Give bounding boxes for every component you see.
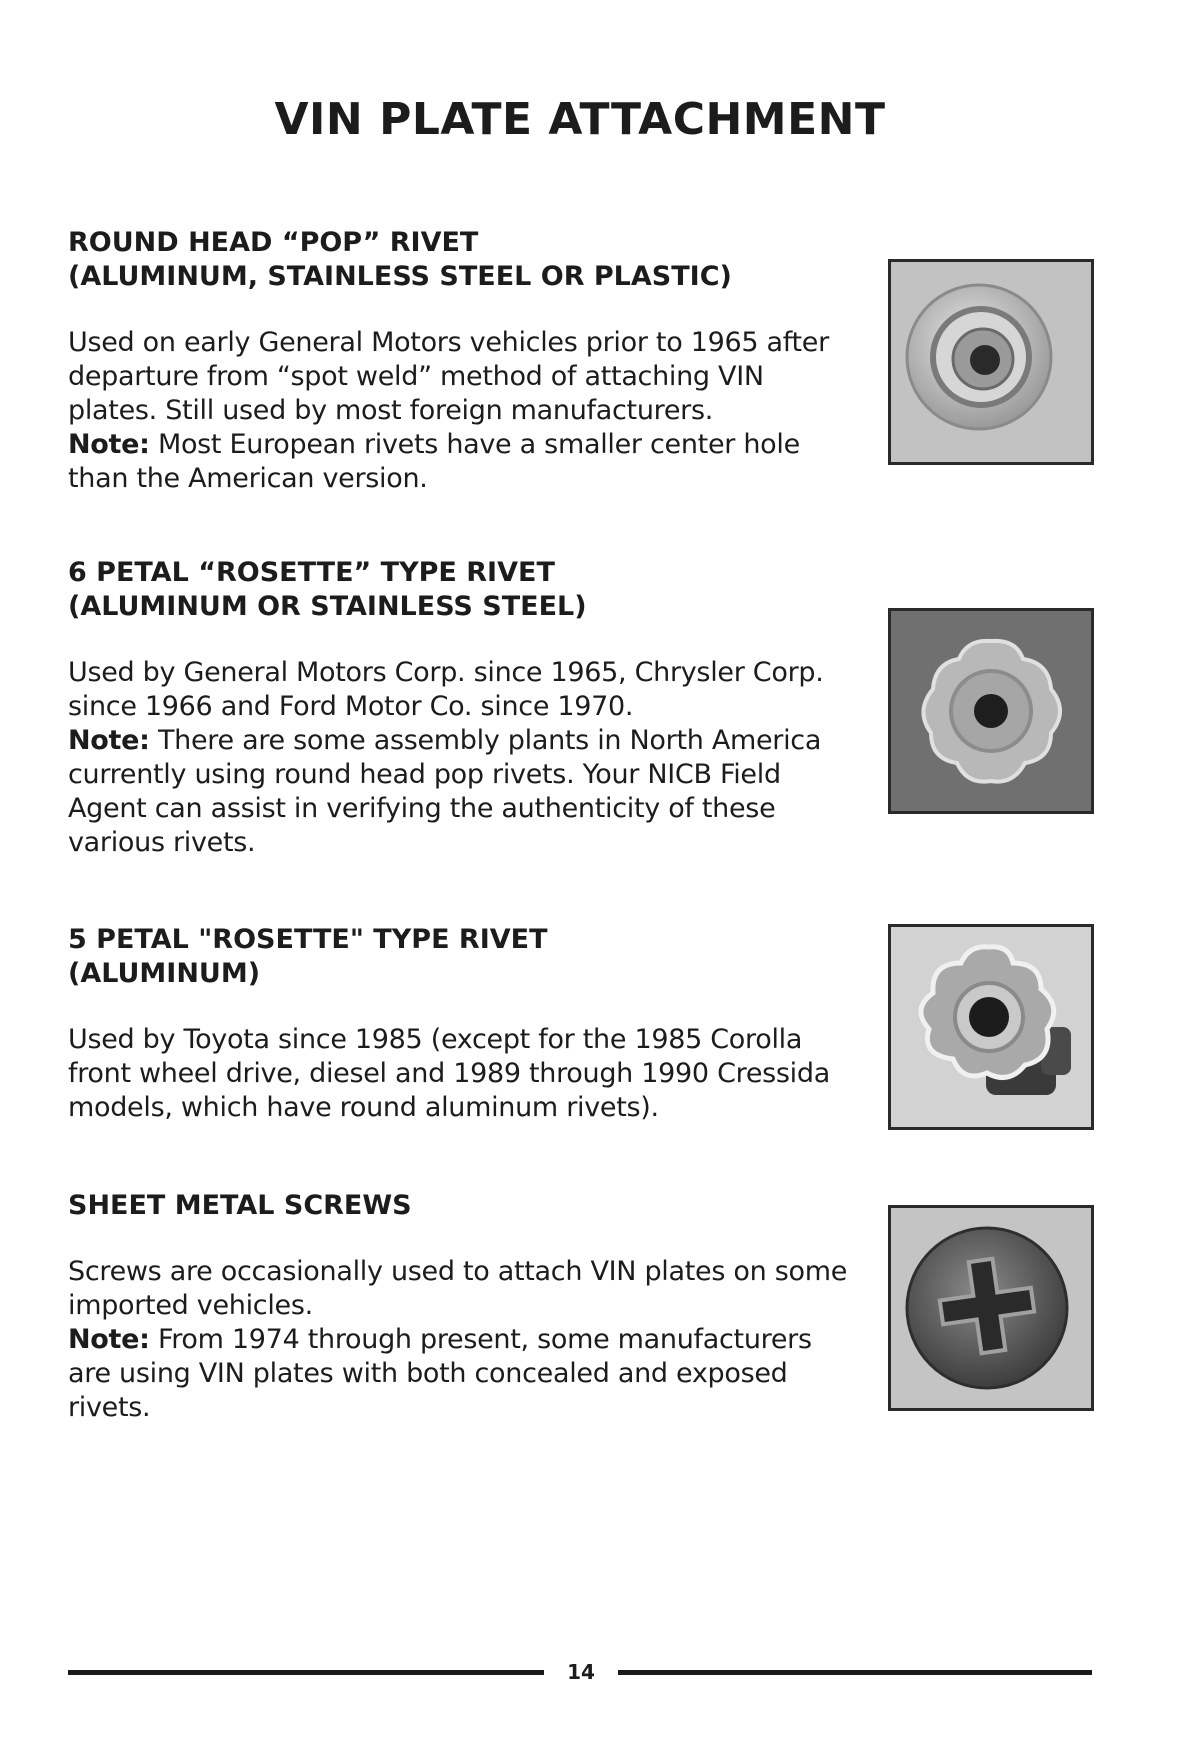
note-text: There are some assembly plants in North America currently using round head pop rivets. Your NICB Field Agent can assist in verifying the authenticity of these various rivets. [68, 725, 822, 858]
page-number: 14 [567, 1660, 595, 1684]
page-title: VIN PLATE ATTACHMENT [274, 94, 886, 145]
body-text: Used on early General Motors vehicles prior to 1965 after departure from “spot weld” method of attaching VIN plates. Still used by most foreign manufacturers. [68, 327, 829, 426]
footer-rule-right [618, 1670, 1092, 1675]
section-body [68, 326, 848, 496]
section-sheet-metal-screws [68, 1189, 848, 1425]
section-heading [68, 556, 848, 624]
note-label: Note: [68, 1324, 150, 1355]
section-heading [68, 923, 848, 991]
note-label: Note: [68, 725, 150, 756]
section-round-head-pop-rivet [68, 226, 848, 496]
heading-line-2: (ALUMINUM, STAINLESS STEEL OR PLASTIC) [68, 261, 732, 292]
body-text: Screws are occasionally used to attach VIN plates on some imported vehicles. [68, 1256, 848, 1321]
sheet-metal-screw-photo [888, 1205, 1094, 1411]
heading-line-1: 6 PETAL “ROSETTE” TYPE RIVET [68, 557, 555, 588]
pop-rivet-photo [888, 259, 1094, 465]
footer-rule-left [68, 1670, 544, 1675]
heading-line-1: SHEET METAL SCREWS [68, 1190, 412, 1221]
heading-line-1: 5 PETAL "ROSETTE" TYPE RIVET [68, 924, 548, 955]
section-body [68, 1023, 848, 1125]
section-body [68, 1255, 848, 1425]
heading-line-2: (ALUMINUM) [68, 958, 261, 989]
section-heading [68, 1189, 848, 1223]
section-5-petal-rosette-rivet [68, 923, 848, 1125]
heading-line-1: ROUND HEAD “POP” RIVET [68, 227, 479, 258]
body-text: Used by Toyota since 1985 (except for the 1985 Corolla front wheel drive, diesel and 1989 through 1990 Cressida models, which have round aluminum rivets). [68, 1024, 830, 1123]
6-petal-rivet-photo [888, 608, 1094, 814]
section-heading [68, 226, 848, 294]
5-petal-rivet-photo [888, 924, 1094, 1130]
section-6-petal-rosette-rivet [68, 556, 848, 860]
note-text: Most European rivets have a smaller center hole than the American version. [68, 429, 800, 494]
note-text: From 1974 through present, some manufacturers are using VIN plates with both concealed and exposed rivets. [68, 1324, 812, 1423]
note-label: Note: [68, 429, 150, 460]
section-body [68, 656, 848, 860]
body-text: Used by General Motors Corp. since 1965, Chrysler Corp. since 1966 and Ford Motor Co. since 1970. [68, 657, 824, 722]
heading-line-2: (ALUMINUM OR STAINLESS STEEL) [68, 591, 587, 622]
